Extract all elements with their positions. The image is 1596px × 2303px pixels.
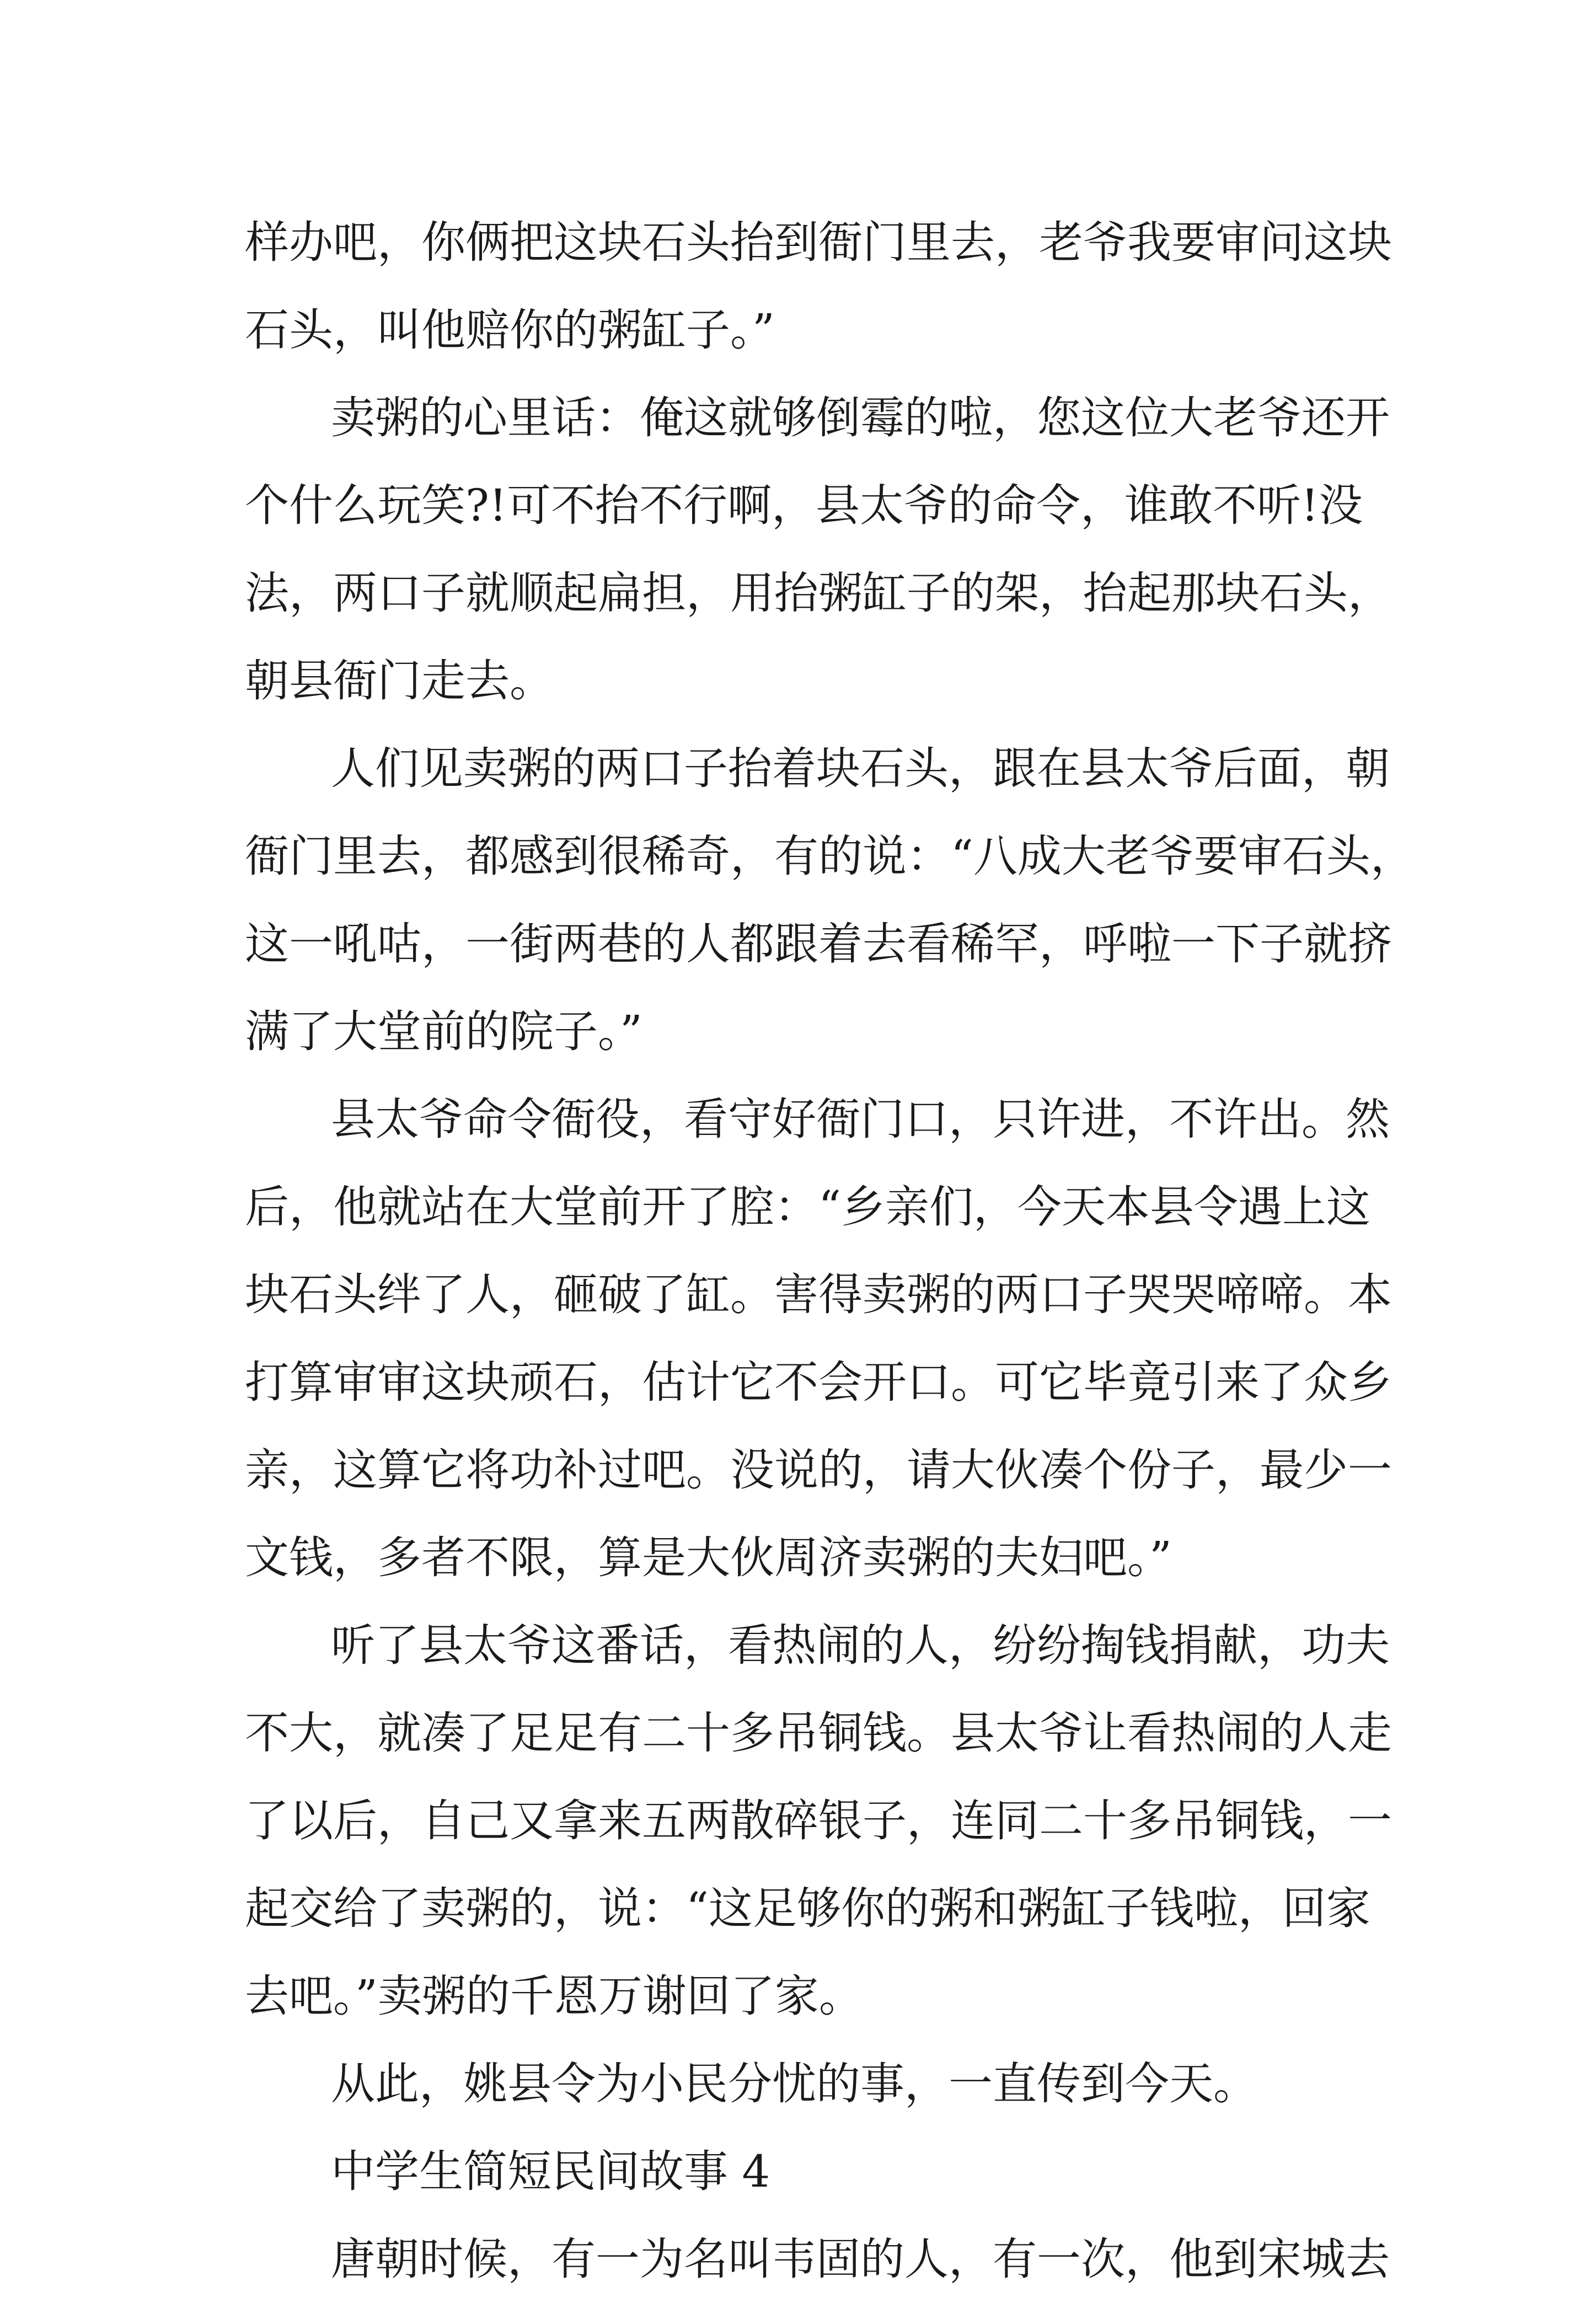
paragraph-start-line: 卖粥的心里话：俺这就够倒霉的啦，您这位大老爷还开 xyxy=(331,392,1390,443)
paragraph-start-line: 从此，姚县令为小民分忧的事，一直传到今天。 xyxy=(331,2058,1257,2109)
text-line: 法，两口子就顺起扁担，用抬粥缸子的架，抬起那块石头， xyxy=(245,567,1392,619)
text-line: 个什么玩笑?!可不抬不行啊，县太爷的命令，谁敢不听!没 xyxy=(245,480,1363,531)
paragraph-start-line: 听了县太爷这番话，看热闹的人，纷纷掏钱捐献，功夫 xyxy=(331,1620,1390,1671)
paragraph-start-line: 唐朝时候，有一为名叫韦固的人，有一次，他到宋城去 xyxy=(331,2234,1390,2285)
text-line: 亲，这算它将功补过吧。没说的，请大伙凑个份子，最少一 xyxy=(245,1444,1392,1496)
text-line: 这一吼咕，一街两巷的人都跟着去看稀罕，呼啦一下子就挤 xyxy=(245,918,1392,970)
text-line: 起交给了卖粥的，说：“这足够你的粥和粥缸子钱啦，回家 xyxy=(245,1883,1370,1934)
text-line: 了以后，自己又拿来五两散碎银子，连同二十多吊铜钱，一 xyxy=(245,1795,1392,1846)
text-line: 石头，叫他赔你的粥缸子。” xyxy=(245,304,775,356)
paragraph-start-line: 县太爷命令衙役，看守好衙门口，只许进，不许出。然 xyxy=(331,1094,1390,1145)
text-line: 文钱，多者不限，算是大伙周济卖粥的夫妇吧。” xyxy=(245,1532,1172,1583)
section-heading: 中学生简短民间故事 4 xyxy=(331,2146,770,2197)
text-line: 朝县衙门走去。 xyxy=(245,655,554,706)
text-line: 满了大堂前的院子。” xyxy=(245,1006,642,1057)
text-line: 去吧。”卖粥的千恩万谢回了家。 xyxy=(245,1970,863,2022)
text-line: 样办吧，你俩把这块石头抬到衙门里去，老爷我要审问这块 xyxy=(245,217,1392,268)
text-line: 块石头绊了人，砸破了缸。害得卖粥的两口子哭哭啼啼。本 xyxy=(245,1269,1392,1320)
text-line: 不大，就凑了足足有二十多吊铜钱。县太爷让看热闹的人走 xyxy=(245,1707,1392,1759)
text-line: 打算审审这块顽石，估计它不会开口。可它毕竟引来了众乡 xyxy=(245,1357,1392,1408)
story-text xyxy=(245,199,1415,2303)
text-line: 衙门里去，都感到很稀奇，有的说：“八成大老爷要审石头， xyxy=(245,831,1415,882)
paragraph-start-line: 人们见卖粥的两口子抬着块石头，跟在县太爷后面，朝 xyxy=(331,743,1390,794)
text-line: 后，他就站在大堂前开了腔：“乡亲们，今天本县令遇上这 xyxy=(245,1181,1370,1233)
